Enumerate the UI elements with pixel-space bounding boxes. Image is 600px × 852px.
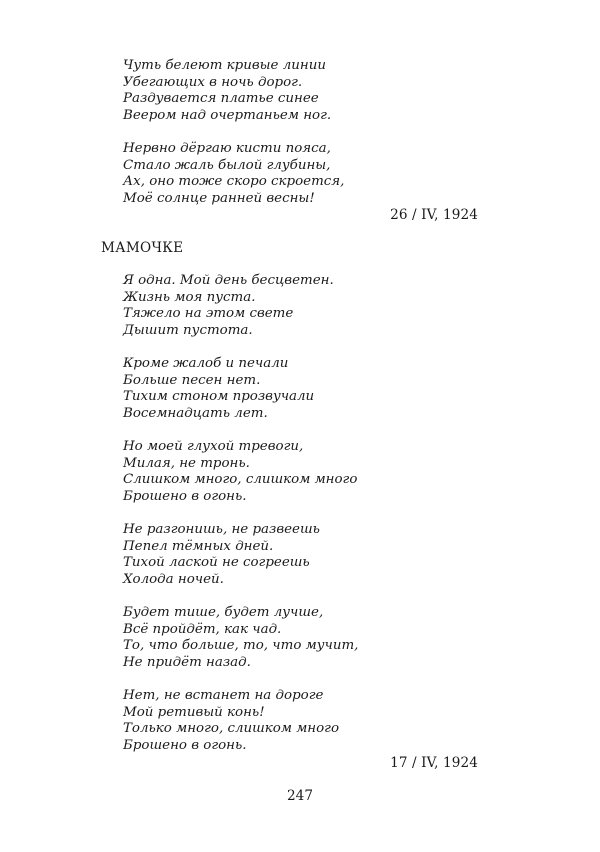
poem1-stanza-2 xyxy=(123,141,344,207)
poem2-stanza-1 xyxy=(123,273,334,339)
verse-line: Тихим стоном прозвучали xyxy=(123,389,315,405)
verse-line: Кроме жалоб и печали xyxy=(123,356,289,371)
verse-line: Не разгонишь, не развеешь xyxy=(123,522,320,537)
verse-line: Холода ночей. xyxy=(123,571,224,587)
verse-line: То, что больше, то, что мучит, xyxy=(123,638,359,654)
poem1-date: 26 / IV, 1924 xyxy=(390,207,478,223)
verse-line: Тихой лаской не согреешь xyxy=(123,555,310,571)
verse-line: Слишком много, слишком много xyxy=(123,472,358,488)
verse-line: Брошено в огонь. xyxy=(123,737,247,753)
poem2-title: МАМОЧКЕ xyxy=(101,240,184,256)
verse-line: Восемнадцать лет. xyxy=(123,405,268,421)
verse-line: Но моей глухой тревоги, xyxy=(123,439,304,454)
verse-line: Всё пройдёт, как чад. xyxy=(123,621,282,637)
verse-line: Нервно дёргаю кисти пояса, xyxy=(123,141,331,156)
poem2-stanza-3 xyxy=(123,439,357,505)
verse-line: Только много, слишком много xyxy=(123,721,340,737)
poem1-stanza-1 xyxy=(123,58,331,124)
verse-line: Брошено в огонь. xyxy=(123,488,247,504)
poem2-date: 17 / IV, 1924 xyxy=(390,755,478,771)
verse-line: Я одна. Мой день бесцветен. xyxy=(123,273,334,288)
verse-line: Больше песен нет. xyxy=(123,372,261,388)
page-number: 247 xyxy=(287,788,313,804)
poem2-stanza-5 xyxy=(123,605,358,671)
verse-line: Раздувается платье синее xyxy=(123,91,319,107)
verse-line: Убегающих в ночь дорог. xyxy=(123,74,303,90)
verse-line: Жизнь моя пуста. xyxy=(123,289,256,305)
verse-line: Мой ретивый конь! xyxy=(123,704,265,720)
verse-line: Веером над очертаньем ног. xyxy=(123,107,332,123)
verse-line: Моё солнце ранней весны! xyxy=(123,190,315,206)
poem2-stanza-2 xyxy=(123,356,314,422)
verse-line: Не придёт назад. xyxy=(123,654,251,670)
poem2-stanza-4 xyxy=(123,522,320,588)
verse-line: Стало жаль былой глубины, xyxy=(123,157,331,173)
verse-line: Будет тише, будет лучше, xyxy=(123,605,324,620)
verse-line: Ах, оно тоже скоро скроется, xyxy=(123,174,345,190)
verse-line: Милая, не тронь. xyxy=(123,455,250,471)
verse-line: Тяжело на этом свете xyxy=(123,306,294,322)
verse-line: Пепел тёмных дней. xyxy=(123,538,274,554)
poem2-stanza-6 xyxy=(123,688,339,754)
verse-line: Чуть белеют кривые линии xyxy=(123,58,326,73)
verse-line: Нет, не встанет на дороге xyxy=(123,688,324,703)
verse-line: Дышит пустота. xyxy=(123,322,253,338)
